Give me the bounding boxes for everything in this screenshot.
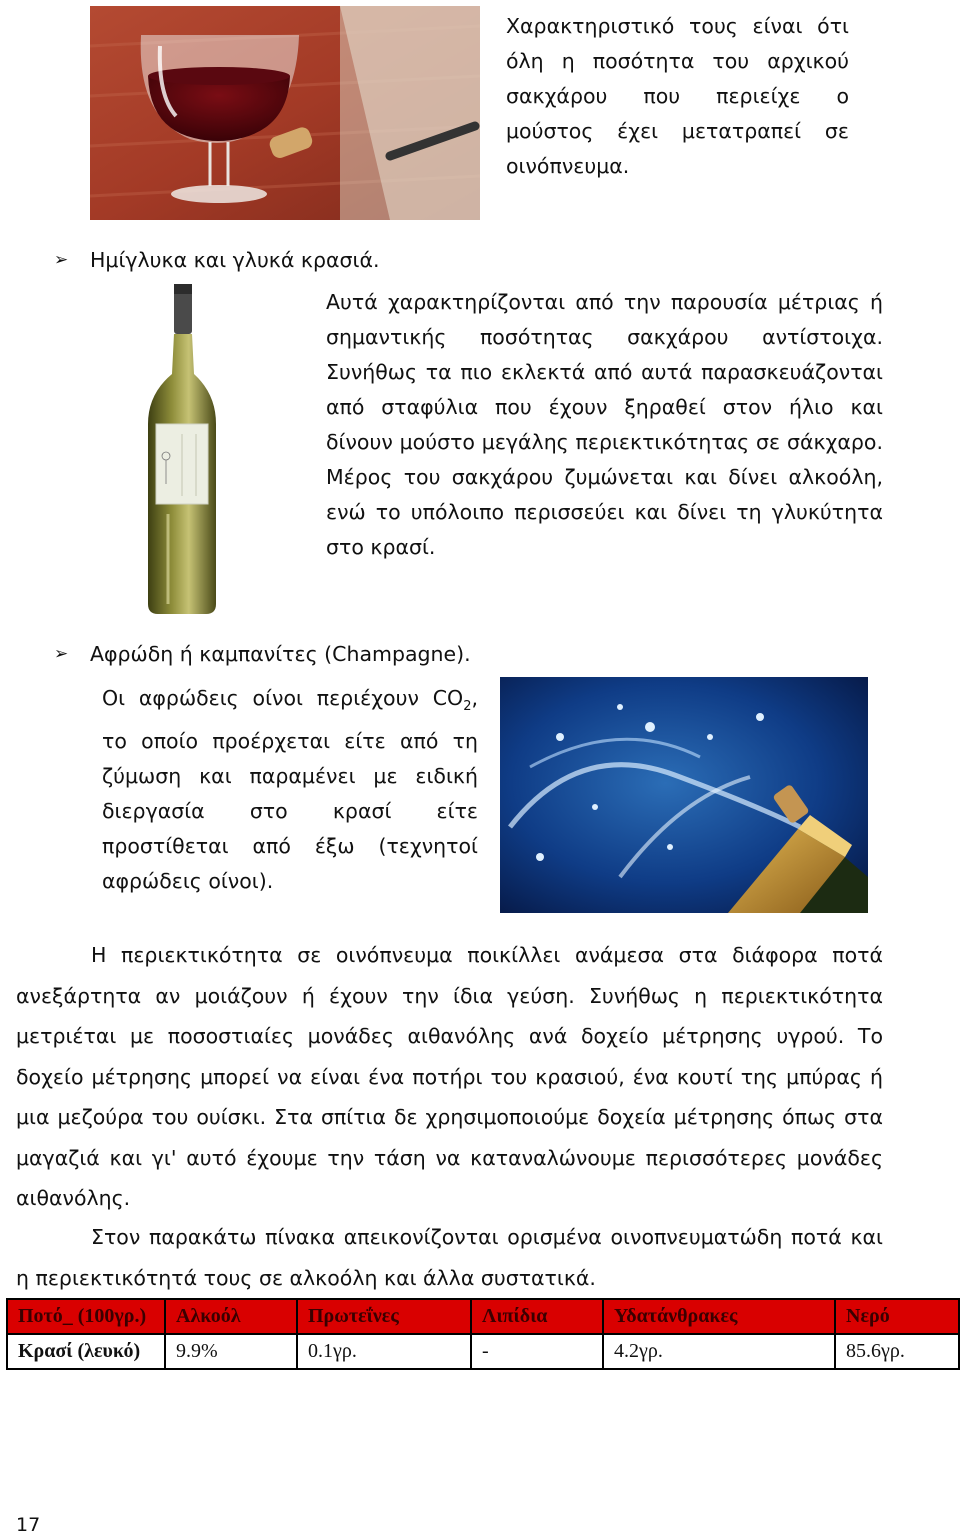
header-alcohol: Αλκοόλ (165, 1299, 297, 1334)
cell-water: 85.6γρ. (835, 1334, 959, 1369)
red-wine-glass-photo (90, 6, 480, 220)
semi-sweet-paragraph: Αυτά χαρακτηρίζονται από την παρουσία μέτριας ή σημαντικής ποσότητας σακχάρου αντίστοιχα. Συνήθως τα πιο εκλεκτά από αυτά παρασκευάζονται από σταφύλια που έχουν ξηραθεί στον ήλιο και δίνουν μούστο μεγάλης περιεκτικότητας σε σάκχαρο. Μέρος του σακχάρου ζυμώνεται και δίνει αλκοόλη, ενώ το υπόλοιπο περισσεύει και δίνει τη γλυκύτητα στο κρασί. (326, 290, 883, 559)
header-drink: Ποτό_ (100γρ.) (7, 1299, 165, 1334)
arrow-bullet-icon: ➢ (54, 250, 69, 270)
bullet-semi-sweet (54, 248, 379, 272)
bullet-sparkling (54, 642, 471, 666)
cell-drink: Κρασί (λευκό) (7, 1334, 165, 1369)
intro-paragraph: Χαρακτηριστικό τους είναι ότι όλη η ποσότητα του αρχικού σακχάρου που περιείχε ο μούστος έχει μετατραπεί σε οινόπνευμα. (506, 14, 849, 178)
nutrition-table (6, 1298, 960, 1370)
alcohol-content-paragraph (16, 935, 883, 1219)
table-header-row (7, 1299, 959, 1334)
table-intro-paragraph (16, 1217, 883, 1298)
header-protein: Πρωτεΐνες (297, 1299, 471, 1334)
champagne-splash-photo (500, 677, 868, 913)
table-row (7, 1334, 959, 1369)
wine-bottle-illustration (146, 284, 218, 614)
header-lipids: Λιπίδια (471, 1299, 603, 1334)
champagne-bottle-illustration (500, 677, 868, 913)
page-number: 17 (16, 1514, 41, 1536)
bullet-semi-sweet-label: Ημίγλυκα και γλυκά κρασιά. (90, 248, 380, 272)
co2-subscript: 2 (463, 699, 472, 715)
cell-carbs: 4.2γρ. (603, 1334, 835, 1369)
arrow-bullet-icon: ➢ (54, 644, 69, 664)
alcohol-content-text: Η περιεκτικότητα σε οινόπνευμα ποικίλλει ανάμεσα στα διάφορα ποτά ανεξάρτητα αν μοιάζουν ή έχουν την ίδια γεύση. Συνήθως η περιεκτικότητα μετριέται με ποσοστιαίες μονάδες αιθανόλης ανά δοχείο μέτρησης υγρού. Το δοχείο μέτρησης μπορεί να είναι ένα ποτήρι του κρασιού, ένα κουτί της μπύρας ή μια μεζούρα του ουίσκι. Στα σπίτια δε χρησιμοποιούμε δοχεία μέτρησης όπως στα μαγαζιά και γι' αυτό έχουμε την τάση να καταναλώνουμε περισσότερες μονάδες αιθανόλης. (16, 943, 883, 1210)
header-water: Νερό (835, 1299, 959, 1334)
cell-lipids: - (471, 1334, 603, 1369)
cell-protein: 0.1γρ. (297, 1334, 471, 1369)
white-wine-bottle-photo (146, 284, 218, 614)
sparkling-text-end: , το οποίο προέρχεται είτε από τη ζύμωση και παραμένει με ειδική διεργασία στο κρασί είτε προστίθεται από έξω (τεχνητοί αφρώδεις οίνοι). (102, 686, 478, 894)
table-intro-text: Στον παρακάτω πίνακα απεικονίζονται ορισμένα οινοπνευματώδη ποτά και η περιεκτικότητά τους σε αλκοόλη και άλλα συστατικά. (16, 1225, 883, 1290)
red-wine-glass-illustration (90, 6, 480, 220)
header-carbs: Υδατάνθρακες (603, 1299, 835, 1334)
cell-alcohol: 9.9% (165, 1334, 297, 1369)
sparkling-paragraph (102, 681, 478, 899)
bullet-sparkling-label: Αφρώδη ή καμπανίτες (Champagne). (90, 642, 471, 666)
sparkling-text-start: Οι αφρώδεις οίνοι περιέχουν CO (102, 686, 464, 710)
